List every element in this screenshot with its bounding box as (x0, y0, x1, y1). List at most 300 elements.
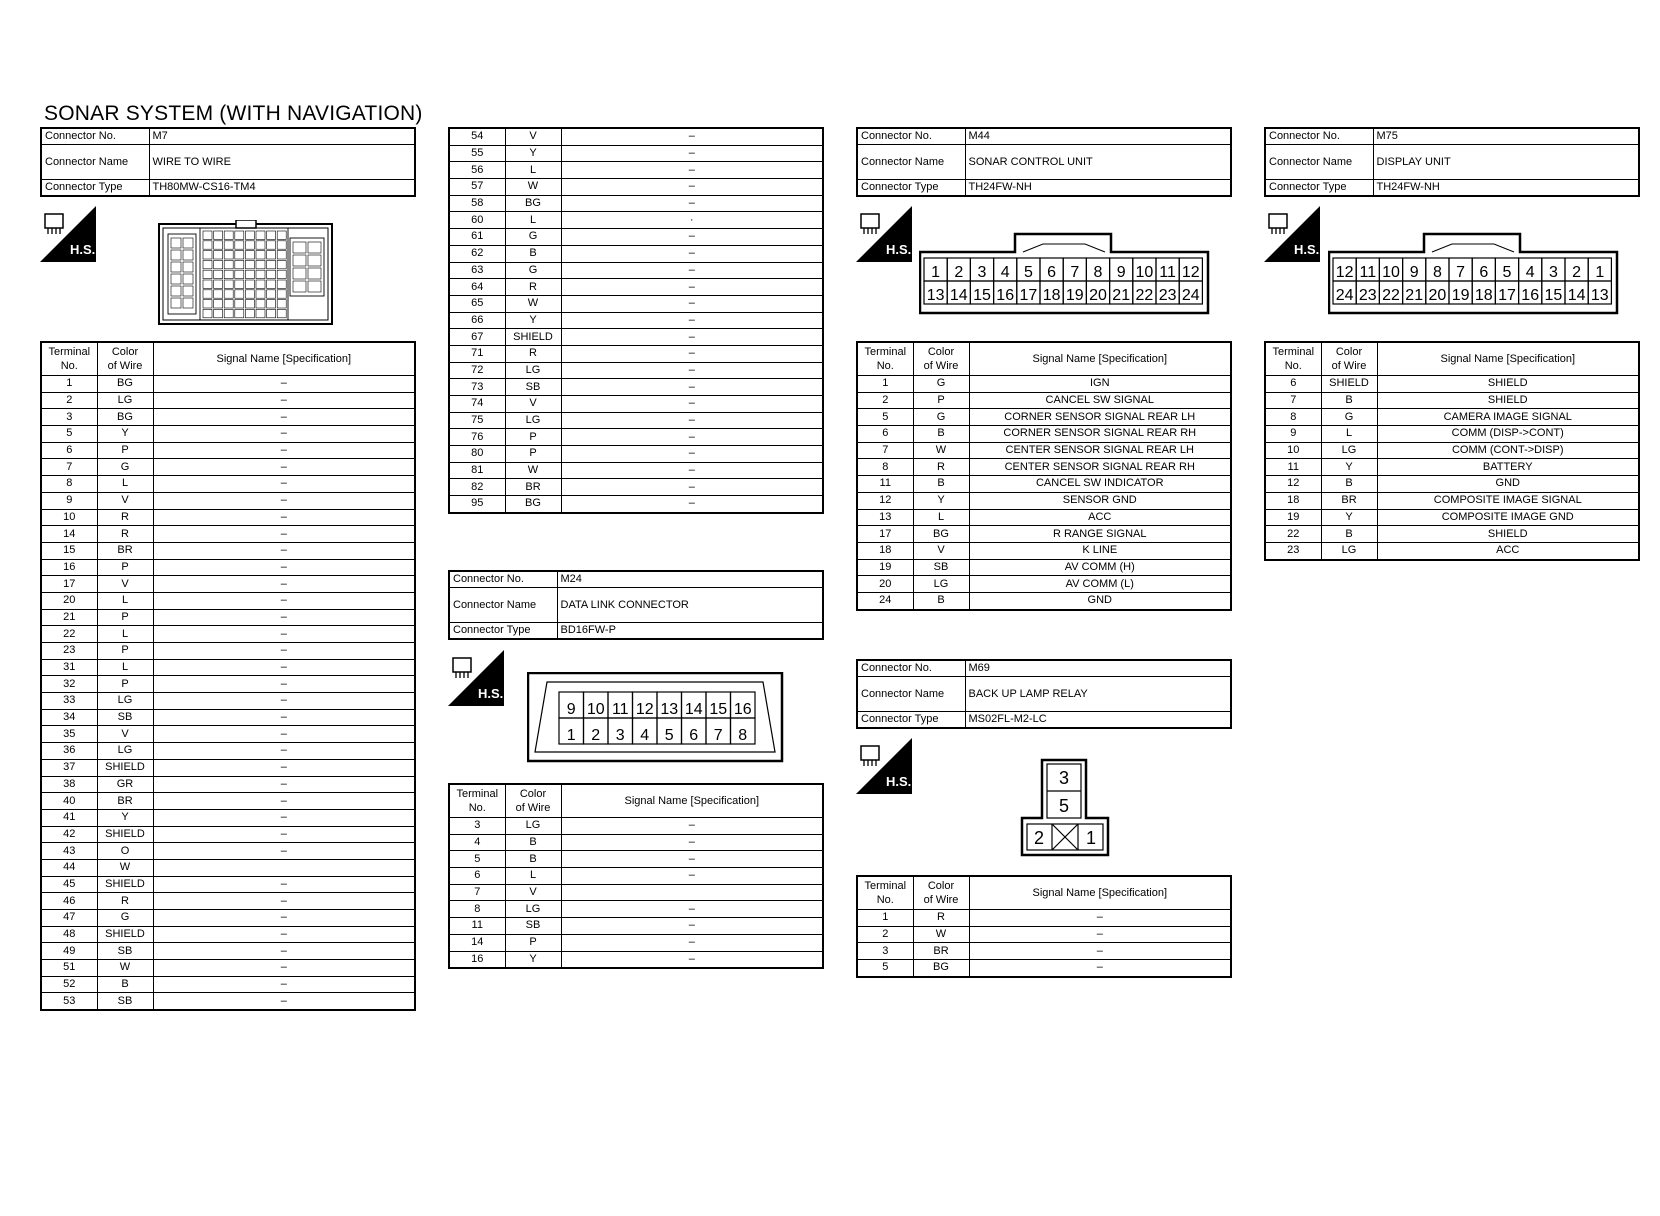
wire-color-cell: L (913, 509, 969, 526)
pin-cavity (224, 309, 233, 317)
pin-cavity (203, 290, 212, 298)
pin-label: 10 (1382, 264, 1400, 281)
pin-cavity (245, 231, 254, 239)
pin-label: 2 (1033, 828, 1045, 848)
table-row (41, 809, 415, 826)
signal-name-header: Signal Name [Specification] (561, 784, 823, 818)
terminal-no-cell: 36 (41, 743, 97, 760)
pin-cavity (235, 300, 244, 308)
table-row (449, 951, 823, 968)
pin-label: 1 (931, 264, 941, 281)
terminal-no-cell: 17 (41, 576, 97, 593)
wire-color-cell: O (97, 843, 153, 860)
terminal-no-cell: 8 (449, 901, 505, 918)
wire-color-cell: Y (1321, 459, 1377, 476)
signal-name-cell: – (561, 951, 823, 968)
table-row (41, 626, 415, 643)
table-row (41, 426, 415, 443)
pin-label: 13 (926, 287, 945, 304)
pin-label: 15 (973, 287, 991, 304)
pin-cavity (214, 290, 223, 298)
pin-cavity (235, 251, 244, 259)
pin-cavity (171, 274, 181, 284)
table-row (41, 743, 415, 760)
signal-name-cell: – (561, 429, 823, 446)
table-row (41, 476, 415, 493)
connector-name-value: WIRE TO WIRE (149, 145, 415, 180)
wire-color-cell: V (97, 576, 153, 593)
pin-cavity (183, 286, 193, 296)
wire-color-cell: B (913, 592, 969, 609)
pin-cavity (308, 242, 321, 253)
wire-color-cell: R (97, 526, 153, 543)
wire-color-cell: L (97, 592, 153, 609)
wire-color-cell: G (913, 409, 969, 426)
pin-label: 16 (996, 287, 1015, 304)
pin-cavity (293, 268, 306, 279)
pin-label: 13 (1590, 287, 1609, 304)
table-row (449, 128, 823, 145)
connector-m44-face-diagram (919, 232, 1211, 321)
terminal-no-cell: 67 (449, 329, 505, 346)
wire-color-cell: BG (913, 960, 969, 977)
terminal-no-cell: 24 (857, 592, 913, 609)
signal-name-cell: – (561, 329, 823, 346)
signal-name-cell: – (561, 412, 823, 429)
connector-no-label: Connector No. (41, 128, 149, 145)
hs-label: H.S. (70, 242, 96, 257)
wire-color-cell: SB (913, 559, 969, 576)
terminal-no-header: Terminal No. (1265, 342, 1321, 376)
table-row (857, 459, 1231, 476)
pin-label: 3 (1548, 264, 1558, 281)
signal-name-cell: – (561, 446, 823, 463)
table-row (857, 943, 1231, 960)
table-row (41, 392, 415, 409)
terminal-no-cell: 6 (41, 442, 97, 459)
pin-cavity (214, 241, 223, 249)
terminal-no-cell: 61 (449, 229, 505, 246)
wire-color-cell: Y (97, 426, 153, 443)
signal-name-cell: – (153, 809, 415, 826)
pin-cavity (214, 231, 223, 239)
signal-name-cell: – (561, 818, 823, 835)
pin-cavity (224, 260, 233, 268)
wire-color-cell: BR (1321, 492, 1377, 509)
wire-color-cell: R (913, 910, 969, 927)
terminal-no-cell: 51 (41, 960, 97, 977)
wire-color-cell: P (97, 609, 153, 626)
signal-name-cell: – (153, 626, 415, 643)
terminal-no-cell: 5 (857, 409, 913, 426)
signal-name-cell: – (153, 726, 415, 743)
terminal-no-cell: 18 (857, 542, 913, 559)
terminal-no-header: Terminal No. (449, 784, 505, 818)
terminal-no-cell: 1 (41, 376, 97, 393)
terminal-no-cell: 11 (1265, 459, 1321, 476)
pin-label: 17 (1019, 287, 1038, 304)
signal-name-cell: – (153, 893, 415, 910)
signal-name-cell: – (561, 934, 823, 951)
signal-name-cell: – (969, 910, 1231, 927)
pin-cavity (277, 251, 286, 259)
connector-name-label: Connector Name (41, 145, 149, 180)
terminal-no-cell: 23 (41, 643, 97, 660)
table-row (857, 542, 1231, 559)
table-row (41, 910, 415, 927)
wire-color-cell: W (505, 462, 561, 479)
terminal-no-cell: 12 (1265, 476, 1321, 493)
table-row (1265, 376, 1639, 393)
pin-cavity (308, 281, 321, 292)
wire-color-header: Color of Wire (505, 784, 561, 818)
wire-color-cell: BG (97, 409, 153, 426)
signal-name-header: Signal Name [Specification] (1377, 342, 1639, 376)
pin-label: 6 (1047, 264, 1057, 281)
signal-name-header: Signal Name [Specification] (969, 342, 1231, 376)
connector-m69-column (856, 659, 1232, 729)
terminal-no-cell: 52 (41, 976, 97, 993)
wire-color-cell: BG (505, 496, 561, 513)
table-row (449, 379, 823, 396)
table-row (857, 926, 1231, 943)
connector-name-value: SONAR CONTROL UNIT (965, 145, 1231, 180)
wire-color-cell: BG (97, 376, 153, 393)
wire-color-cell: G (97, 910, 153, 927)
table-row (1265, 442, 1639, 459)
wire-color-cell: SHIELD (97, 876, 153, 893)
signal-name-cell: COMPOSITE IMAGE SIGNAL (1377, 492, 1639, 509)
table-row (449, 345, 823, 362)
pin-cavity (267, 260, 276, 268)
terminal-no-cell: 2 (857, 392, 913, 409)
pin-label: 11 (611, 701, 629, 718)
connector-m24-face-diagram (527, 672, 785, 769)
table-row (449, 901, 823, 918)
signal-name-cell: CANCEL SW INDICATOR (969, 476, 1231, 493)
connector-m44-info (856, 127, 1232, 197)
pin-cavity (235, 290, 244, 298)
signal-name-cell: – (153, 659, 415, 676)
pin-label: 15 (709, 701, 728, 718)
pin-cavity (183, 274, 193, 284)
pin-cavity (267, 300, 276, 308)
connector-no-value: M69 (965, 660, 1231, 677)
connector-type-label: Connector Type (857, 712, 965, 729)
pin-label: 22 (1382, 287, 1400, 304)
pin-label: 9 (1409, 264, 1419, 281)
table-row (1265, 509, 1639, 526)
wire-color-cell: L (1321, 426, 1377, 443)
pin-cavity (214, 309, 223, 317)
terminal-no-cell: 10 (1265, 442, 1321, 459)
terminal-no-cell: 7 (1265, 392, 1321, 409)
wire-color-cell: BG (913, 526, 969, 543)
table-row (41, 876, 415, 893)
terminal-no-cell: 13 (857, 509, 913, 526)
terminal-no-cell: 73 (449, 379, 505, 396)
signal-name-cell: – (153, 526, 415, 543)
hs-harness-icon (448, 650, 504, 706)
table-row (449, 429, 823, 446)
table-row (41, 643, 415, 660)
table-row (41, 926, 415, 943)
wire-color-cell: G (505, 229, 561, 246)
table-row (41, 492, 415, 509)
signal-name-cell: – (153, 392, 415, 409)
terminal-no-cell: 6 (1265, 376, 1321, 393)
pin-label: 1 (1085, 828, 1097, 848)
wire-color-cell: BR (97, 793, 153, 810)
pin-label: 5 (1023, 264, 1033, 281)
signal-name-cell: – (153, 676, 415, 693)
table-row (41, 960, 415, 977)
signal-name-cell: – (153, 709, 415, 726)
wire-color-cell: SHIELD (97, 826, 153, 843)
pin-label: 16 (733, 701, 752, 718)
table-row (449, 396, 823, 413)
table-row (41, 826, 415, 843)
connector-m75-pin-table (1264, 341, 1640, 561)
pin-cavity (245, 300, 254, 308)
signal-name-cell: SHIELD (1377, 392, 1639, 409)
pin-cavity (203, 231, 212, 239)
signal-name-cell: – (153, 509, 415, 526)
signal-name-cell: – (561, 379, 823, 396)
terminal-no-cell: 20 (41, 592, 97, 609)
terminal-no-cell: 5 (449, 851, 505, 868)
wire-color-cell: B (913, 476, 969, 493)
wire-color-cell: W (505, 179, 561, 196)
signal-name-cell: CANCEL SW SIGNAL (969, 392, 1231, 409)
wire-color-cell: SHIELD (505, 329, 561, 346)
table-row (857, 392, 1231, 409)
table-row (449, 145, 823, 162)
hs-harness-icon (856, 206, 912, 262)
wire-color-cell: R (97, 893, 153, 910)
signal-name-cell: – (153, 459, 415, 476)
connector-m75-column (1264, 127, 1640, 197)
pin-label: 18 (1042, 287, 1061, 304)
connector-m69-face-diagram (1020, 758, 1110, 863)
terminal-no-cell: 43 (41, 843, 97, 860)
wire-color-cell: V (97, 726, 153, 743)
signal-name-cell: – (561, 918, 823, 935)
svg-text:H.S.: H.S. (1294, 242, 1320, 257)
connector-type-value: MS02FL-M2-LC (965, 712, 1231, 729)
table-row (449, 818, 823, 835)
pin-label: 12 (635, 701, 654, 718)
wire-color-header: Color of Wire (913, 876, 969, 910)
signal-name-cell: – (153, 926, 415, 943)
pin-cavity (171, 286, 181, 296)
pin-cavity (214, 251, 223, 259)
pin-cavity (256, 270, 265, 278)
pin-cavity (277, 231, 286, 239)
signal-name-cell: – (153, 743, 415, 760)
terminal-no-cell: 3 (449, 818, 505, 835)
wire-color-header: Color of Wire (97, 342, 153, 376)
pin-cavity (267, 251, 276, 259)
pin-cavity (235, 309, 244, 317)
terminal-no-cell: 1 (857, 376, 913, 393)
pin-cavity (203, 280, 212, 288)
terminal-no-cell: 4 (449, 834, 505, 851)
signal-name-cell: – (153, 793, 415, 810)
pin-label: 22 (1135, 287, 1154, 304)
wire-color-cell: LG (505, 362, 561, 379)
signal-name-cell: COMM (CONT->DISP) (1377, 442, 1639, 459)
signal-name-header: Signal Name [Specification] (153, 342, 415, 376)
terminal-no-cell: 44 (41, 859, 97, 876)
wire-color-header: Color of Wire (913, 342, 969, 376)
pin-label: 5 (1058, 796, 1070, 816)
terminal-no-cell: 41 (41, 809, 97, 826)
terminal-no-cell: 21 (41, 609, 97, 626)
wire-color-cell: LG (1321, 542, 1377, 559)
table-row (449, 446, 823, 463)
terminal-no-cell: 9 (41, 492, 97, 509)
connector-no-value: M24 (557, 571, 823, 588)
pin-cavity (203, 260, 212, 268)
wire-color-cell: SB (505, 379, 561, 396)
wire-color-cell: LG (1321, 442, 1377, 459)
signal-name-cell: SENSOR GND (969, 492, 1231, 509)
table-row (449, 229, 823, 246)
wire-color-cell: G (97, 459, 153, 476)
connector-name-label: Connector Name (1265, 145, 1373, 180)
signal-name-cell: IGN (969, 376, 1231, 393)
terminal-no-cell: 55 (449, 145, 505, 162)
table-row (41, 943, 415, 960)
pin-label: 10 (1135, 264, 1154, 281)
table-row (41, 609, 415, 626)
pin-label: 10 (586, 701, 605, 718)
signal-name-cell: – (561, 229, 823, 246)
pin-label: 24 (1335, 287, 1354, 304)
signal-name-cell: – (153, 376, 415, 393)
wire-color-cell: P (97, 643, 153, 660)
signal-name-cell: COMPOSITE IMAGE GND (1377, 509, 1639, 526)
wire-color-cell: L (505, 212, 561, 229)
pin-cavity (256, 231, 265, 239)
wire-color-cell: L (505, 162, 561, 179)
wire-color-cell: P (505, 446, 561, 463)
signal-name-cell: GND (1377, 476, 1639, 493)
table-row (857, 509, 1231, 526)
signal-name-cell: – (561, 279, 823, 296)
terminal-no-cell: 95 (449, 496, 505, 513)
table-row (1265, 392, 1639, 409)
signal-name-cell (561, 884, 823, 901)
signal-name-cell: – (153, 960, 415, 977)
table-row (449, 295, 823, 312)
wire-color-cell: SHIELD (97, 759, 153, 776)
pin-cavity (224, 231, 233, 239)
table-row (1265, 426, 1639, 443)
pin-label: 8 (1093, 264, 1103, 281)
wire-color-cell: B (505, 834, 561, 851)
signal-name-cell: – (153, 843, 415, 860)
signal-name-cell: · (561, 212, 823, 229)
terminal-no-cell: 81 (449, 462, 505, 479)
pin-label: 21 (1112, 287, 1131, 304)
table-row (1265, 526, 1639, 543)
signal-name-cell: – (561, 479, 823, 496)
terminal-no-cell: 65 (449, 295, 505, 312)
wire-color-cell: BR (97, 542, 153, 559)
terminal-no-cell: 33 (41, 693, 97, 710)
terminal-no-cell: 40 (41, 793, 97, 810)
terminal-no-cell: 10 (41, 509, 97, 526)
table-row (41, 709, 415, 726)
table-row (449, 362, 823, 379)
pin-label: 16 (1521, 287, 1540, 304)
pin-label: 14 (684, 701, 703, 718)
connector-m69-info (856, 659, 1232, 729)
terminal-no-cell: 53 (41, 993, 97, 1010)
terminal-no-cell: 23 (1265, 542, 1321, 559)
signal-name-cell: – (561, 262, 823, 279)
connector-type-label: Connector Type (857, 180, 965, 197)
terminal-no-cell: 47 (41, 910, 97, 927)
pin-label: 7 (713, 727, 723, 744)
pin-label: 14 (1567, 287, 1586, 304)
connector-m7-continued-wrap (448, 127, 824, 514)
signal-name-cell: – (561, 312, 823, 329)
signal-name-cell: – (153, 426, 415, 443)
terminal-no-cell: 8 (1265, 409, 1321, 426)
terminal-no-cell: 12 (857, 492, 913, 509)
pin-cavity (245, 290, 254, 298)
signal-name-cell: – (153, 759, 415, 776)
terminal-no-cell: 7 (449, 884, 505, 901)
connector-no-label: Connector No. (857, 660, 965, 677)
terminal-no-cell: 15 (41, 542, 97, 559)
table-row (41, 459, 415, 476)
table-row (41, 693, 415, 710)
wire-color-cell: B (1321, 392, 1377, 409)
terminal-no-cell: 74 (449, 396, 505, 413)
terminal-no-cell: 62 (449, 245, 505, 262)
table-row (1265, 542, 1639, 559)
signal-name-cell: CENTER SENSOR SIGNAL REAR RH (969, 459, 1231, 476)
wire-color-cell: L (97, 659, 153, 676)
signal-name-cell: – (153, 442, 415, 459)
signal-name-cell: – (969, 943, 1231, 960)
pin-cavity (235, 231, 244, 239)
table-row (857, 409, 1231, 426)
wire-color-cell: L (97, 626, 153, 643)
signal-name-cell: – (561, 179, 823, 196)
pin-label: 4 (1000, 264, 1010, 281)
wire-color-cell: LG (913, 576, 969, 593)
wire-color-cell: G (913, 376, 969, 393)
connector-name-label: Connector Name (857, 145, 965, 180)
connector-no-value: M44 (965, 128, 1231, 145)
table-row (41, 843, 415, 860)
table-row (41, 592, 415, 609)
pin-label: 6 (689, 727, 699, 744)
pin-label: 8 (1432, 264, 1442, 281)
wire-color-cell: B (505, 851, 561, 868)
signal-name-cell: SHIELD (1377, 376, 1639, 393)
signal-name-cell: – (153, 592, 415, 609)
wire-color-cell: LG (97, 743, 153, 760)
terminal-no-header: Terminal No. (857, 342, 913, 376)
page-title: SONAR SYSTEM (WITH NAVIGATION) (44, 102, 423, 125)
signal-name-cell: – (153, 476, 415, 493)
